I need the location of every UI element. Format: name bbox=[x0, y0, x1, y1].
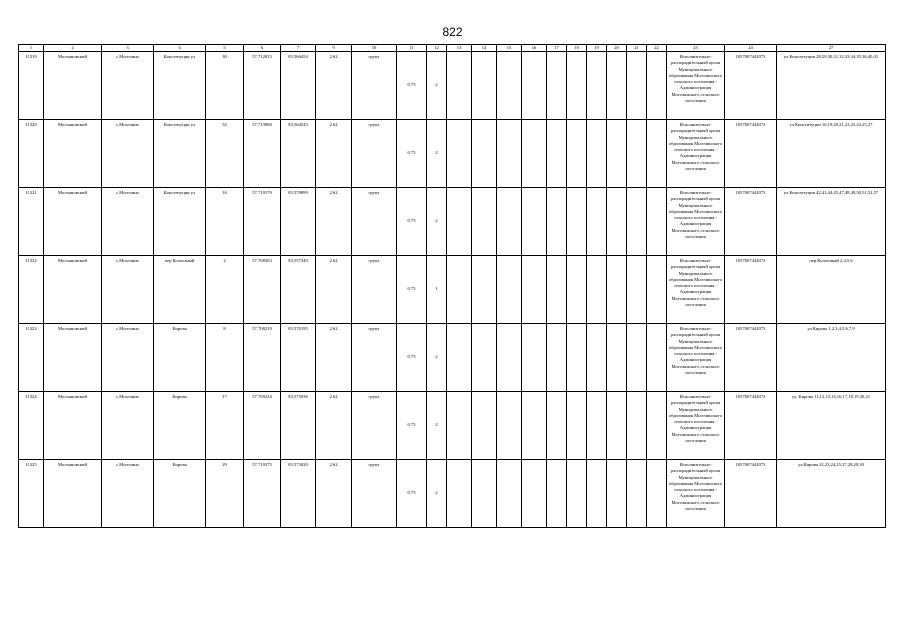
cell-addr: пер.Колхозный 2,4,5,6 bbox=[777, 256, 886, 324]
cell-empty bbox=[447, 256, 472, 324]
cell-house: 8 bbox=[206, 324, 244, 392]
cell-district: Молчановский bbox=[44, 188, 102, 256]
column-header: 2 bbox=[44, 45, 102, 52]
cell-empty bbox=[567, 256, 587, 324]
cell-house: 52 bbox=[206, 120, 244, 188]
cell-empty bbox=[497, 256, 522, 324]
cell-org: Исполнительно-распорядительный орган Муниципального образования Могочинского сельского поселения - Администрация Могочинского сельского поселения bbox=[667, 120, 725, 188]
cell-district: Молчановский bbox=[44, 120, 102, 188]
cell-c11: 0.75 bbox=[397, 52, 427, 120]
cell-lat: 57.708219 bbox=[244, 324, 281, 392]
cell-len: 2.62 bbox=[316, 460, 352, 528]
column-header: 24 bbox=[725, 45, 777, 52]
cell-lat: 57.713968 bbox=[244, 120, 281, 188]
cell-len: 2.62 bbox=[316, 120, 352, 188]
cell-lat: 57.710179 bbox=[244, 188, 281, 256]
cell-c11: 0.75 bbox=[397, 460, 427, 528]
cell-c12: 2 bbox=[427, 52, 447, 120]
cell-c12: 2 bbox=[427, 120, 447, 188]
cell-empty bbox=[547, 460, 567, 528]
cell-org: Исполнительно-распорядительный орган Муниципального образования Могочинского сельского поселения - Администрация Могочинского сельского поселения bbox=[667, 52, 725, 120]
cell-empty bbox=[522, 188, 547, 256]
cell-surface: грунт bbox=[352, 256, 397, 324]
cell-surface: грунт bbox=[352, 460, 397, 528]
cell-addr: ул. Кирова 11,12,13,14,16,17,18,19,20,21 bbox=[777, 392, 886, 460]
cell-empty bbox=[567, 120, 587, 188]
page-number: 822 bbox=[442, 25, 463, 39]
cell-empty bbox=[472, 460, 497, 528]
cell-empty bbox=[607, 120, 627, 188]
cell-lon: 83.570195 bbox=[281, 324, 316, 392]
cell-empty bbox=[567, 392, 587, 460]
cell-empty bbox=[567, 188, 587, 256]
cell-empty bbox=[497, 188, 522, 256]
cell-street: Конституции ул bbox=[154, 188, 206, 256]
cell-empty bbox=[547, 120, 567, 188]
cell-empty bbox=[447, 52, 472, 120]
cell-id: 11325 bbox=[19, 460, 44, 528]
cell-locality: с.Могочино bbox=[102, 256, 154, 324]
cell-empty bbox=[547, 256, 567, 324]
cell-surface: грунт bbox=[352, 120, 397, 188]
column-header: 1 bbox=[19, 45, 44, 52]
column-header: 20 bbox=[607, 45, 627, 52]
cell-empty bbox=[567, 460, 587, 528]
cell-empty bbox=[607, 188, 627, 256]
column-header: 9 bbox=[316, 45, 352, 52]
cell-empty bbox=[627, 120, 647, 188]
cell-c11: 0.75 bbox=[397, 120, 427, 188]
cell-empty bbox=[547, 52, 567, 120]
header-row bbox=[19, 45, 886, 52]
cell-empty bbox=[567, 324, 587, 392]
cell-lon: 83.557349 bbox=[281, 256, 316, 324]
column-header: 27 bbox=[777, 45, 886, 52]
cell-empty bbox=[607, 392, 627, 460]
column-header: 19 bbox=[587, 45, 607, 52]
cell-len: 2.62 bbox=[316, 256, 352, 324]
cell-empty bbox=[647, 392, 667, 460]
cell-empty bbox=[627, 188, 647, 256]
cell-empty bbox=[627, 392, 647, 460]
cell-empty bbox=[627, 460, 647, 528]
cell-lat: 57.708303 bbox=[244, 256, 281, 324]
cell-empty bbox=[547, 324, 567, 392]
table-row bbox=[19, 188, 886, 256]
column-header: 11 bbox=[397, 45, 427, 52]
cell-org: Исполнительно-распорядительный орган Муниципального образования Могочинского сельского поселения - Администрация Могочинского сельского поселения bbox=[667, 256, 725, 324]
cell-c12: 1 bbox=[427, 256, 447, 324]
cell-c12: 2 bbox=[427, 392, 447, 460]
cell-locality: с.Могочино bbox=[102, 188, 154, 256]
cell-ogrn: 1057007442073 bbox=[725, 120, 777, 188]
cell-locality: с.Могочино bbox=[102, 52, 154, 120]
cell-house: 2 bbox=[206, 256, 244, 324]
cell-empty bbox=[447, 392, 472, 460]
cell-empty bbox=[607, 52, 627, 120]
cell-empty bbox=[547, 188, 567, 256]
column-header: 6 bbox=[244, 45, 281, 52]
cell-c11: 0.75 bbox=[397, 392, 427, 460]
cell-empty bbox=[497, 120, 522, 188]
cell-len: 2.62 bbox=[316, 52, 352, 120]
column-header: 10 bbox=[352, 45, 397, 52]
cell-ogrn: 1057007442073 bbox=[725, 256, 777, 324]
cell-empty bbox=[567, 52, 587, 120]
cell-empty bbox=[647, 52, 667, 120]
column-header: 15 bbox=[497, 45, 522, 52]
column-header: 13 bbox=[447, 45, 472, 52]
cell-locality: с.Могочино bbox=[102, 392, 154, 460]
cell-surface: грунт bbox=[352, 392, 397, 460]
cell-ogrn: 1057007442073 bbox=[725, 52, 777, 120]
cell-empty bbox=[587, 256, 607, 324]
cell-lon: 83.573020 bbox=[281, 460, 316, 528]
cell-empty bbox=[587, 52, 607, 120]
cell-house: 30 bbox=[206, 52, 244, 120]
cell-id: 11322 bbox=[19, 256, 44, 324]
cell-district: Молчановский bbox=[44, 392, 102, 460]
column-header: 12 bbox=[427, 45, 447, 52]
cell-empty bbox=[647, 256, 667, 324]
cell-ogrn: 1057007442073 bbox=[725, 324, 777, 392]
cell-empty bbox=[627, 256, 647, 324]
cell-id: 11321 bbox=[19, 188, 44, 256]
cell-c12: 2 bbox=[427, 188, 447, 256]
cell-locality: с.Могочино bbox=[102, 120, 154, 188]
cell-empty bbox=[587, 392, 607, 460]
cell-street: Кирова bbox=[154, 460, 206, 528]
table-row bbox=[19, 256, 886, 324]
cell-org: Исполнительно-распорядительный орган Муниципального образования Могочинского сельского поселения - Администрация Могочинского сельского поселения bbox=[667, 392, 725, 460]
cell-empty bbox=[447, 188, 472, 256]
cell-len: 2.62 bbox=[316, 188, 352, 256]
cell-empty bbox=[587, 324, 607, 392]
cell-empty bbox=[472, 188, 497, 256]
cell-c12: 2 bbox=[427, 324, 447, 392]
cell-empty bbox=[497, 460, 522, 528]
cell-empty bbox=[522, 52, 547, 120]
cell-empty bbox=[627, 324, 647, 392]
table-row bbox=[19, 392, 886, 460]
cell-empty bbox=[587, 460, 607, 528]
cell-id: 11324 bbox=[19, 392, 44, 460]
cell-empty bbox=[547, 392, 567, 460]
cell-empty bbox=[522, 324, 547, 392]
cell-street: пер Колхозный bbox=[154, 256, 206, 324]
column-header: 7 bbox=[281, 45, 316, 52]
cell-empty bbox=[607, 324, 627, 392]
column-header: 22 bbox=[647, 45, 667, 52]
column-header: 23 bbox=[667, 45, 725, 52]
cell-addr: ул.Конституции 28,29,30,31,32,33,34,35,36,40,41 bbox=[777, 52, 886, 120]
cell-empty bbox=[607, 460, 627, 528]
column-header: 5 bbox=[206, 45, 244, 52]
cell-empty bbox=[522, 392, 547, 460]
cell-addr: ул.Конституции 16,19,20,21,22,23,24,25,27 bbox=[777, 120, 886, 188]
cell-district: Молчановский bbox=[44, 52, 102, 120]
cell-addr: ул.Кирова 1,2,3,4,5,6,7,9 bbox=[777, 324, 886, 392]
table-row bbox=[19, 120, 886, 188]
cell-c11: 0.75 bbox=[397, 188, 427, 256]
table-row bbox=[19, 324, 886, 392]
cell-addr: ул.Кирова 22,23,24,25,27,28,29,30 bbox=[777, 460, 886, 528]
cell-street: Конституции ул bbox=[154, 52, 206, 120]
cell-surface: грунт bbox=[352, 52, 397, 120]
cell-empty bbox=[522, 460, 547, 528]
cell-empty bbox=[627, 52, 647, 120]
cell-c12: 2 bbox=[427, 460, 447, 528]
cell-addr: ул.Конституции 42,43,44,45,47,48,49,50,51,52,57 bbox=[777, 188, 886, 256]
cell-house: 29 bbox=[206, 460, 244, 528]
cell-id: 11320 bbox=[19, 120, 44, 188]
cell-empty bbox=[587, 188, 607, 256]
cell-len: 2.62 bbox=[316, 324, 352, 392]
cell-empty bbox=[472, 256, 497, 324]
column-header: 3 bbox=[102, 45, 154, 52]
cell-empty bbox=[522, 120, 547, 188]
cell-org: Исполнительно-распорядительный орган Муниципального образования Могочинского сельского поселения - Администрация Могочинского сельского поселения bbox=[667, 460, 725, 528]
cell-empty bbox=[497, 392, 522, 460]
cell-lon: 83.564543 bbox=[281, 120, 316, 188]
cell-district: Молчановский bbox=[44, 460, 102, 528]
cell-empty bbox=[447, 324, 472, 392]
table-row bbox=[19, 52, 886, 120]
cell-surface: грунт bbox=[352, 188, 397, 256]
cell-len: 2.62 bbox=[316, 392, 352, 460]
cell-empty bbox=[647, 188, 667, 256]
cell-ogrn: 1057007442073 bbox=[725, 460, 777, 528]
cell-empty bbox=[472, 324, 497, 392]
cell-lat: 57.712013 bbox=[244, 52, 281, 120]
cell-lat: 57.710375 bbox=[244, 460, 281, 528]
cell-surface: грунт bbox=[352, 324, 397, 392]
cell-lat: 57.709234 bbox=[244, 392, 281, 460]
cell-empty bbox=[447, 120, 472, 188]
cell-house: 17 bbox=[206, 392, 244, 460]
cell-ogrn: 1057007442073 bbox=[725, 392, 777, 460]
cell-empty bbox=[647, 460, 667, 528]
cell-street: Конституции ул bbox=[154, 120, 206, 188]
cell-empty bbox=[472, 52, 497, 120]
column-header: 21 bbox=[627, 45, 647, 52]
cell-district: Молчановский bbox=[44, 324, 102, 392]
cell-id: 11319 bbox=[19, 52, 44, 120]
cell-org: Исполнительно-распорядительный орган Муниципального образования Могочинского сельского поселения - Администрация Могочинского сельского поселения bbox=[667, 324, 725, 392]
cell-empty bbox=[472, 120, 497, 188]
cell-c11: 0.75 bbox=[397, 324, 427, 392]
cell-street: Кирова bbox=[154, 392, 206, 460]
column-header: 14 bbox=[472, 45, 497, 52]
column-header: 16 bbox=[522, 45, 547, 52]
cell-empty bbox=[497, 324, 522, 392]
cell-empty bbox=[607, 256, 627, 324]
cell-empty bbox=[522, 256, 547, 324]
cell-lon: 83.566454 bbox=[281, 52, 316, 120]
cell-id: 11323 bbox=[19, 324, 44, 392]
cell-empty bbox=[497, 52, 522, 120]
column-header: 18 bbox=[567, 45, 587, 52]
cell-locality: с.Могочино bbox=[102, 324, 154, 392]
column-header: 4 bbox=[154, 45, 206, 52]
cell-house: 16 bbox=[206, 188, 244, 256]
column-header: 17 bbox=[547, 45, 567, 52]
cell-c11: 0.75 bbox=[397, 256, 427, 324]
cell-lon: 83.575036 bbox=[281, 392, 316, 460]
table-row bbox=[19, 460, 886, 528]
cell-org: Исполнительно-распорядительный орган Муниципального образования Могочинского сельского поселения - Администрация Могочинского сельского поселения bbox=[667, 188, 725, 256]
cell-empty bbox=[472, 392, 497, 460]
cell-lon: 83.570899 bbox=[281, 188, 316, 256]
cell-empty bbox=[647, 324, 667, 392]
cell-district: Молчановский bbox=[44, 256, 102, 324]
registry-table bbox=[18, 44, 886, 528]
cell-ogrn: 1057007442073 bbox=[725, 188, 777, 256]
cell-empty bbox=[587, 120, 607, 188]
cell-street: Кирова bbox=[154, 324, 206, 392]
cell-locality: с.Могочино bbox=[102, 460, 154, 528]
cell-empty bbox=[647, 120, 667, 188]
cell-empty bbox=[447, 460, 472, 528]
